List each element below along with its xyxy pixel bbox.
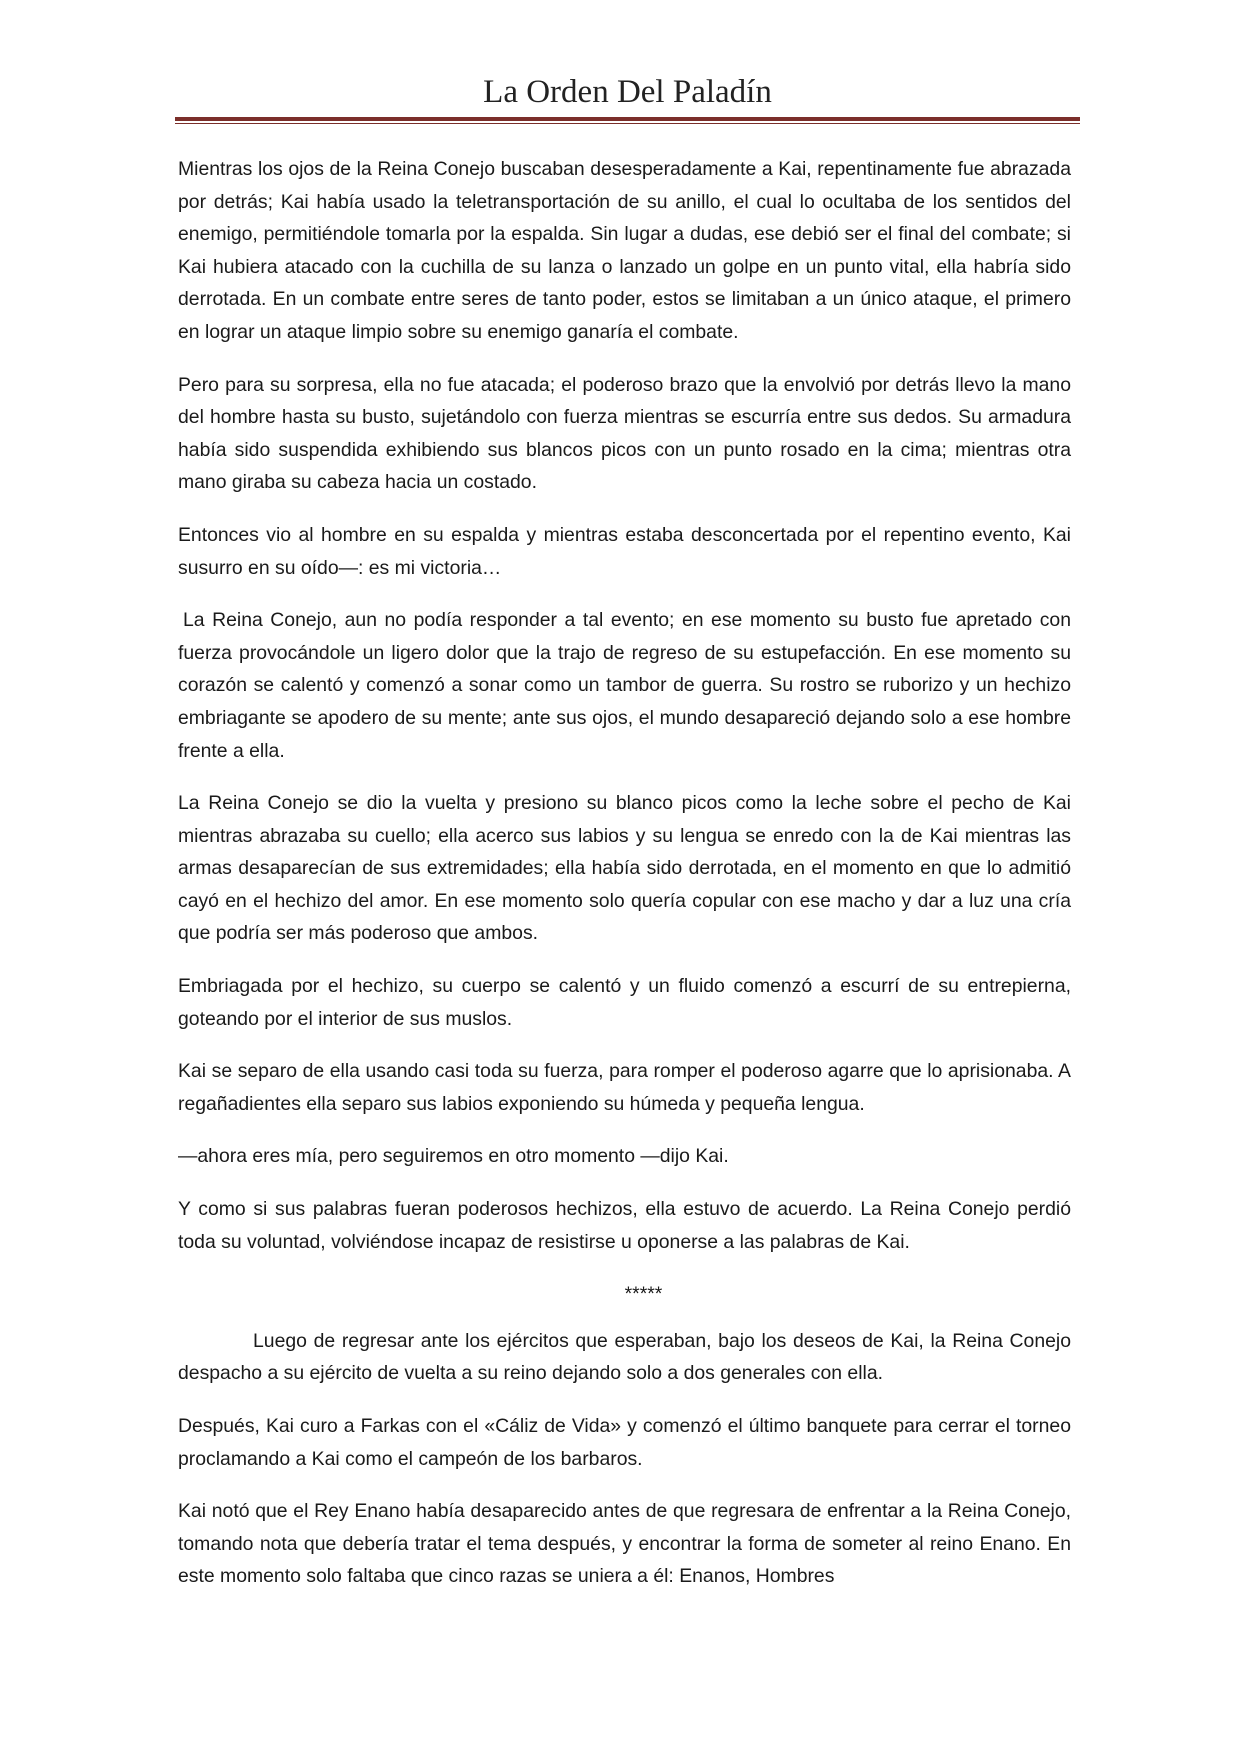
paragraph: Y como si sus palabras fueran poderosos hechizos, ella estuvo de acuerdo. La Reina Conejo perdió toda su voluntad, volviéndose incapaz de resistirse u oponerse a las palabras de Kai. bbox=[178, 1198, 1071, 1253]
page-header bbox=[175, 72, 1080, 112]
header-rule-thin bbox=[175, 123, 1080, 124]
paragraph: Kai notó que el Rey Enano había desaparecido antes de que regresara de enfrentar a la Reina Conejo, tomando nota que debería tratar el tema después, y encontrar la forma de someter al reino Enano. En este momento solo faltaba que cinco razas se uniera a él: Enanos, Hombres bbox=[178, 1500, 1071, 1588]
header-title: La Orden Del Paladín bbox=[483, 74, 772, 110]
paragraph: Entonces vio al hombre en su espalda y mientras estaba desconcertada por el repentino evento, Kai susurro en su oído—: es mi victoria… bbox=[178, 523, 1071, 579]
paragraph: Después, Kai curo a Farkas con el «Cáliz de Vida» y comenzó el último banquete para cerrar el torneo proclamando a Kai como el campeón de los barbaros. bbox=[178, 1415, 1071, 1470]
dialogue-line: —ahora eres mía, pero seguiremos en otro momento —dijo Kai. bbox=[178, 1145, 729, 1168]
body-text bbox=[178, 153, 1071, 1613]
paragraph: Pero para su sorpresa, ella no fue atacada; el poderoso brazo que la envolvió por detrás llevo la mano del hombre hasta su busto, sujetándolo con fuerza mientras se escurría entre sus dedos. Su armadura había sido suspendida exhibiendo sus blancos picos con un punto rosado en la cima; mientras otra mano giraba su cabeza hacia un costado. bbox=[178, 373, 1071, 494]
paragraph: La Reina Conejo, aun no podía responder a tal evento; en ese momento su busto fue apretado con fuerza provocándole un ligero dolor que la trajo de regreso de su estupefacción. En ese momento su corazón se calentó y comenzó a sonar como un tambor de guerra. Su rostro se ruborizo y un hechizo embriagante se apodero de su mente; ante sus ojos, el mundo desapareció dejando solo a ese hombre frente a ella. bbox=[178, 609, 1071, 762]
paragraph: Kai se separo de ella usando casi toda su fuerza, para romper el poderoso agarre que lo aprisionaba. A regañadientes ella separo sus labios exponiendo su húmeda y pequeña lengua. bbox=[178, 1060, 1071, 1115]
paragraph: La Reina Conejo se dio la vuelta y presiono su blanco picos como la leche sobre el pecho de Kai mientras abrazaba su cuello; ella acerco sus labios y su lengua se enredo con la de Kai mientras las armas desaparecían de sus extremidades; ella había sido derrotada, en el momento en que lo admitió cayó en el hechizo del amor. En ese momento solo quería copular con ese macho y dar a luz una cría que podría ser más poderoso que ambos. bbox=[178, 792, 1071, 945]
paragraph: Mientras los ojos de la Reina Conejo buscaban desesperadamente a Kai, repentinamente fue abrazada por detrás; Kai había usado la teletransportación de su anillo, el cual lo ocultaba de los sentidos del enemigo, permitiéndole tomarla por la espalda. Sin lugar a dudas, ese debió ser el final del combate; si Kai hubiera atacado con la cuchilla de su lanza o lanzado un golpe en un punto vital, ella habría sido derrotada. En un combate entre seres de tanto poder, estos se limitaban a un único ataque, el primero en lograr un ataque limpio sobre su enemigo ganaría el combate. bbox=[178, 158, 1071, 343]
header-rule-thick bbox=[175, 117, 1080, 121]
paragraph: Luego de regresar ante los ejércitos que esperaban, bajo los deseos de Kai, la Reina Conejo despacho a su ejército de vuelta a su reino dejando solo a dos generales con ella. bbox=[178, 1329, 1071, 1385]
paragraph: Embriagada por el hechizo, su cuerpo se calentó y un fluido comenzó a escurrí de su entrepierna, goteando por el interior de sus muslos. bbox=[178, 975, 1071, 1030]
scene-separator: ***** bbox=[624, 1283, 663, 1306]
